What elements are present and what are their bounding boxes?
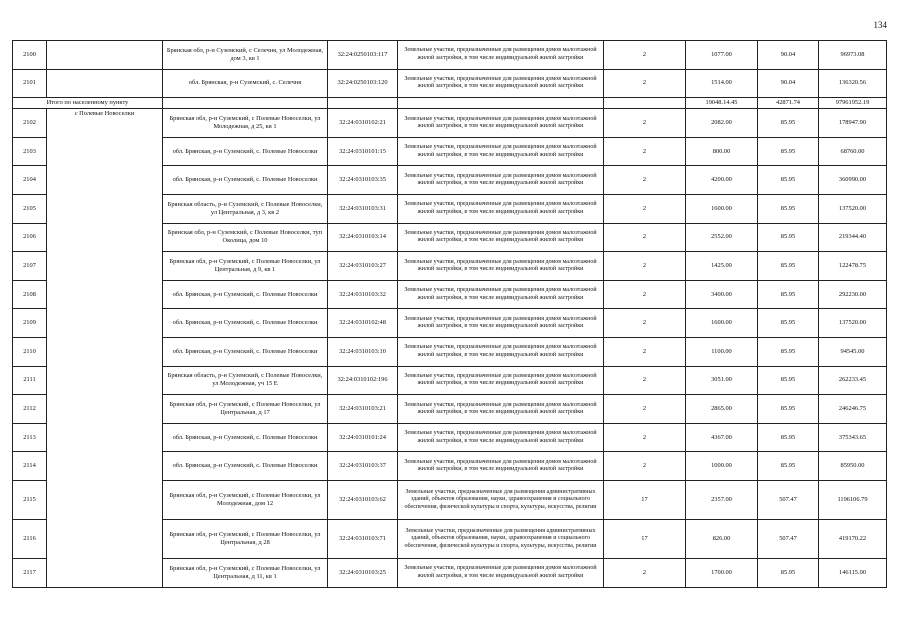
area-cell: 1000.00 bbox=[686, 452, 758, 481]
price-cell: 85.95 bbox=[758, 366, 819, 395]
group-cell: 2 bbox=[604, 166, 686, 195]
group-cell: 2 bbox=[604, 252, 686, 281]
cadastral-number-cell: 32:24:0310101:24 bbox=[328, 423, 398, 452]
table-row bbox=[13, 41, 887, 70]
cost-cell: 137520.00 bbox=[819, 309, 887, 338]
address-cell: Брянская область, р-н Суземский, с Полевые Новоселки, ул Центральная, д 3, кв 2 bbox=[163, 194, 328, 223]
cost-cell: 419170.22 bbox=[819, 519, 887, 558]
address-cell: обл. Брянская, р-н Суземский, с. Полевые Новоселки bbox=[163, 309, 328, 338]
group-cell: 2 bbox=[604, 69, 686, 98]
cadastral-number-cell: 32:24:0310103:31 bbox=[328, 194, 398, 223]
price-cell: 85.95 bbox=[758, 166, 819, 195]
purpose-cell: Земельные участки, предназначенные для размещения домов малоэтажной жилой застройки, в том числе индивидуальной жилой застройки bbox=[398, 452, 604, 481]
group-cell: 2 bbox=[604, 423, 686, 452]
cadastral-number-cell: 32:24:0310102:196 bbox=[328, 366, 398, 395]
locality-cell bbox=[47, 41, 163, 70]
purpose-cell: Земельные участки, предназначенные для размещения домов малоэтажной жилой застройки, в том числе индивидуальной жилой застройки bbox=[398, 423, 604, 452]
cost-cell: 136320.56 bbox=[819, 69, 887, 98]
subtotal-price: 42871.74 bbox=[758, 98, 819, 109]
subtotal-row bbox=[13, 98, 887, 109]
group-cell: 2 bbox=[604, 223, 686, 252]
purpose-cell: Земельные участки, предназначенные для размещения административных зданий, объектов образования, науки, здравоохранения и социального обеспечения, физической культуры и спорта, культуры, искусства, религии bbox=[398, 480, 604, 519]
cost-cell: 94545.00 bbox=[819, 337, 887, 366]
area-cell: 1700.00 bbox=[686, 558, 758, 587]
row-number: 2109 bbox=[13, 309, 47, 338]
purpose-cell: Земельные участки, предназначенные для размещения домов малоэтажной жилой застройки, в том числе индивидуальной жилой застройки bbox=[398, 252, 604, 281]
address-cell: обл. Брянская, р-н Суземский, с. Полевые Новоселки bbox=[163, 452, 328, 481]
address-cell: Брянская обл, р-н Суземский, с Полевые Новоселки, ул Центральная, д 9, кв 1 bbox=[163, 252, 328, 281]
group-cell: 2 bbox=[604, 366, 686, 395]
address-cell: обл. Брянская, р-н Суземский, с. Полевые Новоселки bbox=[163, 423, 328, 452]
cost-cell: 122478.75 bbox=[819, 252, 887, 281]
cadastral-number-cell: 32:24:0250103:117 bbox=[328, 41, 398, 70]
row-number: 2110 bbox=[13, 337, 47, 366]
price-cell: 507.47 bbox=[758, 480, 819, 519]
price-cell: 85.95 bbox=[758, 309, 819, 338]
row-number: 2103 bbox=[13, 137, 47, 166]
area-cell: 1600.00 bbox=[686, 194, 758, 223]
price-cell: 90.04 bbox=[758, 69, 819, 98]
cadastral-number-cell: 32:24:0310103:35 bbox=[328, 166, 398, 195]
group-cell: 2 bbox=[604, 109, 686, 138]
address-cell: обл. Брянская, р-н Суземский, с. Полевые Новоселки bbox=[163, 280, 328, 309]
cost-cell: 219344.40 bbox=[819, 223, 887, 252]
address-cell: Брянская обл, р-н Суземский, с Полевые Новоселки, ул Центральная, д 11, кв 1 bbox=[163, 558, 328, 587]
cost-cell: 262233.45 bbox=[819, 366, 887, 395]
price-cell: 90.04 bbox=[758, 41, 819, 70]
cost-cell: 146115.00 bbox=[819, 558, 887, 587]
cadastral-number-cell: 32:24:0310103:27 bbox=[328, 252, 398, 281]
row-number: 2111 bbox=[13, 366, 47, 395]
address-cell: Брянская обл, р-н Суземский, с Полевые Новоселки, ул Молодежная, д 25, кв 1 bbox=[163, 109, 328, 138]
subtotal-label: Итого по населенному пункту bbox=[13, 98, 163, 109]
cost-cell: 292230.00 bbox=[819, 280, 887, 309]
subtotal-area: 19048.14.45 bbox=[686, 98, 758, 109]
area-cell: 3400.00 bbox=[686, 280, 758, 309]
purpose-cell: Земельные участки, предназначенные для размещения домов малоэтажной жилой застройки, в том числе индивидуальной жилой застройки bbox=[398, 137, 604, 166]
area-cell: 1100.00 bbox=[686, 337, 758, 366]
group-cell: 2 bbox=[604, 452, 686, 481]
row-number: 2115 bbox=[13, 480, 47, 519]
area-cell: 2357.00 bbox=[686, 480, 758, 519]
group-cell: 2 bbox=[604, 309, 686, 338]
purpose-cell: Земельные участки, предназначенные для размещения домов малоэтажной жилой застройки, в том числе индивидуальной жилой застройки bbox=[398, 223, 604, 252]
area-cell: 2552.00 bbox=[686, 223, 758, 252]
address-cell: Брянская обл, р-н Суземский, с Полевые Новоселки, туп Околица, дом 10 bbox=[163, 223, 328, 252]
address-cell: Брянская обл, р-н Суземский, с Селечня, ул Молодежная, дом 3, кв 1 bbox=[163, 41, 328, 70]
price-cell: 85.95 bbox=[758, 194, 819, 223]
address-cell: обл. Брянская, р-н Суземский, с. Полевые Новоселки bbox=[163, 337, 328, 366]
group-cell: 2 bbox=[604, 137, 686, 166]
cost-cell: 375343.65 bbox=[819, 423, 887, 452]
locality-cell bbox=[47, 69, 163, 98]
row-number: 2102 bbox=[13, 109, 47, 138]
group-cell: 2 bbox=[604, 395, 686, 424]
address-cell: Брянская обл, р-н Суземский, с Полевые Новоселки, ул Центральная, д 17 bbox=[163, 395, 328, 424]
subtotal-cost: 97961952.19 bbox=[819, 98, 887, 109]
area-cell: 1077.00 bbox=[686, 41, 758, 70]
area-cell: 2082.00 bbox=[686, 109, 758, 138]
table-row bbox=[13, 69, 887, 98]
price-cell: 85.95 bbox=[758, 337, 819, 366]
purpose-cell: Земельные участки, предназначенные для размещения домов малоэтажной жилой застройки, в том числе индивидуальной жилой застройки bbox=[398, 558, 604, 587]
area-cell: 4200.00 bbox=[686, 166, 758, 195]
purpose-cell: Земельные участки, предназначенные для размещения домов малоэтажной жилой застройки, в том числе индивидуальной жилой застройки bbox=[398, 166, 604, 195]
price-cell: 85.95 bbox=[758, 280, 819, 309]
cost-cell: 96973.08 bbox=[819, 41, 887, 70]
group-cell: 2 bbox=[604, 41, 686, 70]
purpose-cell: Земельные участки, предназначенные для размещения домов малоэтажной жилой застройки, в том числе индивидуальной жилой застройки bbox=[398, 280, 604, 309]
cost-cell: 360990.00 bbox=[819, 166, 887, 195]
group-cell: 2 bbox=[604, 337, 686, 366]
page-number: 134 bbox=[873, 20, 887, 30]
price-cell: 85.95 bbox=[758, 137, 819, 166]
group-cell: 2 bbox=[604, 194, 686, 223]
row-number: 2112 bbox=[13, 395, 47, 424]
cadastral-number-cell: 32:24:0310102:21 bbox=[328, 109, 398, 138]
address-cell: обл. Брянская, р-н Суземский, с. Полевые Новоселки bbox=[163, 166, 328, 195]
area-cell: 1425.00 bbox=[686, 252, 758, 281]
cost-cell: 137520.00 bbox=[819, 194, 887, 223]
group-cell: 2 bbox=[604, 280, 686, 309]
row-number: 2108 bbox=[13, 280, 47, 309]
cadastral-number-cell: 32:24:0250103:120 bbox=[328, 69, 398, 98]
address-cell: Брянская обл, р-н Суземский, с Полевые Новоселки, ул Центральная, д 28 bbox=[163, 519, 328, 558]
row-number: 2104 bbox=[13, 166, 47, 195]
group-cell: 2 bbox=[604, 558, 686, 587]
row-number: 2101 bbox=[13, 69, 47, 98]
cadastral-number-cell: 32:24:0310103:32 bbox=[328, 280, 398, 309]
cost-cell: 1196106.79 bbox=[819, 480, 887, 519]
cadastral-number-cell: 32:24:0310101:15 bbox=[328, 137, 398, 166]
area-cell: 800.00 bbox=[686, 137, 758, 166]
locality-cell: с Полевые Новоселки bbox=[47, 109, 163, 587]
row-number: 2107 bbox=[13, 252, 47, 281]
price-cell: 507.47 bbox=[758, 519, 819, 558]
row-number: 2113 bbox=[13, 423, 47, 452]
cost-cell: 178947.90 bbox=[819, 109, 887, 138]
purpose-cell: Земельные участки, предназначенные для размещения домов малоэтажной жилой застройки, в том числе индивидуальной жилой застройки bbox=[398, 395, 604, 424]
purpose-cell: Земельные участки, предназначенные для размещения домов малоэтажной жилой застройки, в том числе индивидуальной жилой застройки bbox=[398, 194, 604, 223]
purpose-cell: Земельные участки, предназначенные для размещения домов малоэтажной жилой застройки, в том числе индивидуальной жилой застройки bbox=[398, 337, 604, 366]
cost-cell: 246246.75 bbox=[819, 395, 887, 424]
purpose-cell: Земельные участки, предназначенные для размещения домов малоэтажной жилой застройки, в том числе индивидуальной жилой застройки bbox=[398, 309, 604, 338]
row-number: 2116 bbox=[13, 519, 47, 558]
table-row bbox=[13, 109, 887, 138]
cadastral-number-cell: 32:24:0310102:48 bbox=[328, 309, 398, 338]
row-number: 2105 bbox=[13, 194, 47, 223]
price-cell: 85.95 bbox=[758, 452, 819, 481]
area-cell: 4367.00 bbox=[686, 423, 758, 452]
area-cell: 1600.00 bbox=[686, 309, 758, 338]
cost-cell: 85950.00 bbox=[819, 452, 887, 481]
cadastral-number-cell: 32:24:0310103:21 bbox=[328, 395, 398, 424]
cadastral-number-cell: 32:24:0310103:37 bbox=[328, 452, 398, 481]
row-number: 2100 bbox=[13, 41, 47, 70]
row-number: 2114 bbox=[13, 452, 47, 481]
purpose-cell: Земельные участки, предназначенные для размещения административных зданий, объектов образования, науки, здравоохранения и социального обеспечения, физической культуры и спорта, культуры, искусства, религии bbox=[398, 519, 604, 558]
purpose-cell: Земельные участки, предназначенные для размещения домов малоэтажной жилой застройки, в том числе индивидуальной жилой застройки bbox=[398, 366, 604, 395]
cadastral-number-cell: 32:24:0310103:62 bbox=[328, 480, 398, 519]
price-cell: 85.95 bbox=[758, 109, 819, 138]
address-cell: Брянская область, р-н Суземский, с Полевые Новоселки, ул Молодежная, уч 15 Е bbox=[163, 366, 328, 395]
purpose-cell: Земельные участки, предназначенные для размещения домов малоэтажной жилой застройки, в том числе индивидуальной жилой застройки bbox=[398, 41, 604, 70]
row-number: 2106 bbox=[13, 223, 47, 252]
cadastral-number-cell: 32:24:0310103:10 bbox=[328, 337, 398, 366]
land-plots-table bbox=[12, 40, 887, 588]
area-cell: 1514.00 bbox=[686, 69, 758, 98]
price-cell: 85.95 bbox=[758, 423, 819, 452]
address-cell: Брянская обл, р-н Суземский, с Полевые Новоселки, ул Молодежная, дом 12 bbox=[163, 480, 328, 519]
price-cell: 85.95 bbox=[758, 252, 819, 281]
area-cell: 2865.00 bbox=[686, 395, 758, 424]
price-cell: 85.95 bbox=[758, 223, 819, 252]
cadastral-number-cell: 32:24:0310103:25 bbox=[328, 558, 398, 587]
address-cell: обл. Брянская, р-н Суземский, с. Полевые Новоселки bbox=[163, 137, 328, 166]
area-cell: 826.00 bbox=[686, 519, 758, 558]
area-cell: 3051.00 bbox=[686, 366, 758, 395]
price-cell: 85.95 bbox=[758, 558, 819, 587]
cadastral-number-cell: 32:24:0310103:71 bbox=[328, 519, 398, 558]
cost-cell: 68760.00 bbox=[819, 137, 887, 166]
cadastral-number-cell: 32:24:0310103:14 bbox=[328, 223, 398, 252]
address-cell: обл. Брянская, р-н Суземский, с. Селечня bbox=[163, 69, 328, 98]
price-cell: 85.95 bbox=[758, 395, 819, 424]
row-number: 2117 bbox=[13, 558, 47, 587]
purpose-cell: Земельные участки, предназначенные для размещения домов малоэтажной жилой застройки, в том числе индивидуальной жилой застройки bbox=[398, 69, 604, 98]
group-cell: 17 bbox=[604, 519, 686, 558]
group-cell: 17 bbox=[604, 480, 686, 519]
purpose-cell: Земельные участки, предназначенные для размещения домов малоэтажной жилой застройки, в том числе индивидуальной жилой застройки bbox=[398, 109, 604, 138]
